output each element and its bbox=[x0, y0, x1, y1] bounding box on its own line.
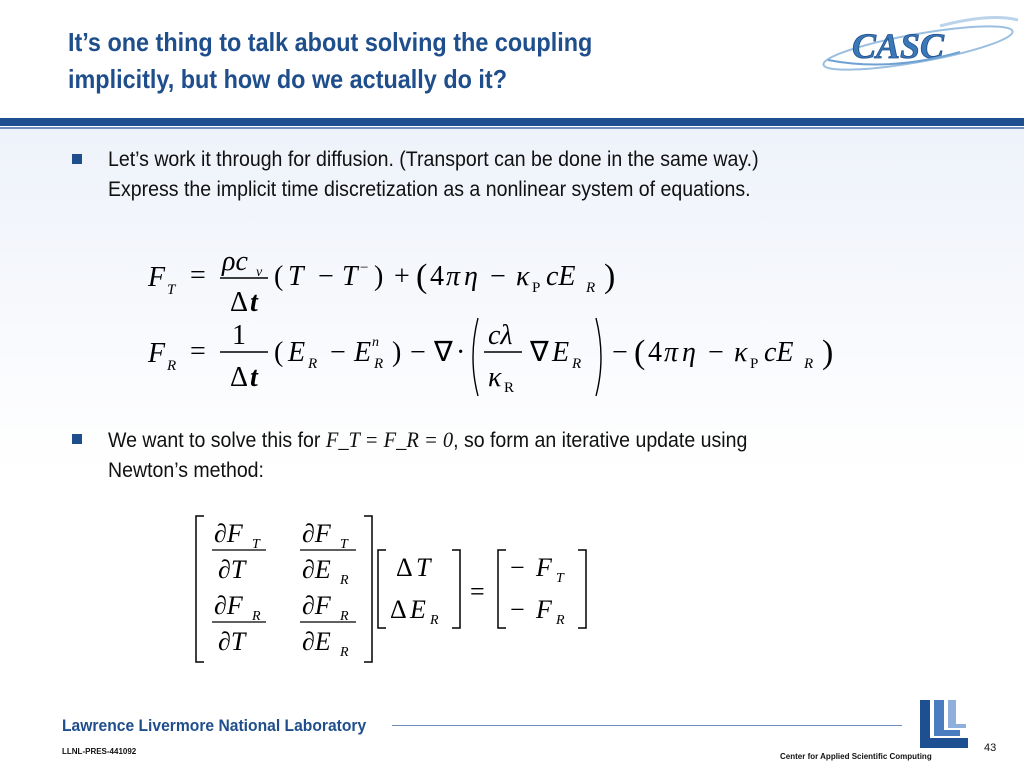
svg-text:Δ: Δ bbox=[396, 553, 413, 582]
svg-text:(: ( bbox=[634, 334, 646, 371]
svg-text:−: − bbox=[612, 337, 628, 368]
bullet-text-1 bbox=[108, 145, 759, 205]
svg-text:κ: κ bbox=[734, 337, 748, 368]
svg-text:T: T bbox=[167, 282, 176, 298]
svg-text:∂T: ∂T bbox=[218, 627, 246, 656]
footer-lab-name: Lawrence Livermore National Laboratory bbox=[62, 716, 367, 735]
svg-text:t: t bbox=[250, 362, 258, 393]
slide-title-line-1: It’s one thing to talk about solving the coupling bbox=[68, 27, 593, 57]
svg-text:(: ( bbox=[274, 337, 284, 368]
svg-text:Δ: Δ bbox=[230, 287, 249, 318]
svg-text:R: R bbox=[340, 573, 349, 588]
svg-text:∂E: ∂E bbox=[302, 627, 331, 656]
footer-center-name: Center for Applied Scientific Computing bbox=[780, 752, 932, 761]
bullet-marker-2 bbox=[72, 434, 82, 444]
svg-text:(: ( bbox=[274, 261, 284, 292]
svg-text:T: T bbox=[342, 261, 358, 292]
svg-text:): ) bbox=[822, 334, 834, 371]
svg-text:): ) bbox=[392, 337, 402, 368]
svg-text:R: R bbox=[572, 356, 582, 372]
svg-text:n: n bbox=[372, 335, 379, 350]
svg-text:): ) bbox=[374, 261, 384, 292]
equation-newton-system bbox=[190, 510, 610, 670]
svg-text:4: 4 bbox=[430, 261, 444, 292]
svg-text:∂F: ∂F bbox=[214, 591, 243, 620]
bullet-2-text-before: We want to solve this for bbox=[108, 429, 326, 452]
svg-text:R: R bbox=[556, 613, 565, 628]
footer-document-id: LLNL-PRES-441092 bbox=[62, 747, 137, 756]
svg-text:R: R bbox=[374, 356, 384, 372]
bullet-2-line-1 bbox=[108, 425, 747, 456]
svg-text:T: T bbox=[556, 571, 564, 586]
svg-text:∂E: ∂E bbox=[302, 555, 331, 584]
casc-logo bbox=[820, 8, 1020, 78]
svg-text:F: F bbox=[536, 553, 552, 582]
svg-text:v: v bbox=[256, 265, 263, 280]
footer-rule bbox=[392, 725, 902, 726]
svg-text:F: F bbox=[148, 262, 166, 293]
bullet-text-2 bbox=[108, 425, 747, 486]
bullet-2-math: F_T = F_R = 0 bbox=[325, 427, 454, 452]
svg-text:R: R bbox=[252, 609, 261, 624]
svg-text:T: T bbox=[416, 553, 431, 582]
svg-text:π: π bbox=[664, 337, 679, 368]
svg-text:F: F bbox=[536, 595, 552, 624]
svg-text:T: T bbox=[252, 537, 260, 552]
svg-text:=: = bbox=[190, 336, 206, 367]
svg-text:F: F bbox=[148, 338, 166, 369]
bullet-2-line-2: Newton’s method: bbox=[108, 459, 264, 482]
svg-text:4: 4 bbox=[648, 337, 662, 368]
svg-text:R: R bbox=[340, 609, 349, 624]
svg-text:T: T bbox=[340, 537, 348, 552]
svg-text:−: − bbox=[510, 553, 525, 582]
svg-text:E: E bbox=[354, 337, 372, 368]
llnl-logo bbox=[916, 698, 972, 754]
svg-text:−: − bbox=[510, 595, 525, 624]
svg-text:P: P bbox=[532, 280, 541, 296]
svg-text:P: P bbox=[750, 356, 759, 372]
svg-text:·: · bbox=[456, 337, 466, 368]
svg-text:1: 1 bbox=[232, 320, 246, 351]
svg-text:cE: cE bbox=[546, 261, 576, 292]
slide-header bbox=[0, 0, 1024, 118]
svg-text:cE: cE bbox=[764, 337, 794, 368]
svg-text:π: π bbox=[446, 261, 461, 292]
slide-title-line-2: implicitly, but how do we actually do it? bbox=[68, 64, 508, 94]
svg-text:−: − bbox=[410, 337, 426, 368]
slide-title bbox=[68, 24, 716, 98]
svg-text:η: η bbox=[464, 261, 478, 292]
bullet-marker-1 bbox=[72, 154, 82, 164]
svg-text:=: = bbox=[470, 577, 485, 606]
svg-text:∂F: ∂F bbox=[302, 519, 331, 548]
casc-logo-swoosh-tail bbox=[940, 18, 1018, 26]
header-rule bbox=[0, 118, 1024, 126]
svg-text:Δ: Δ bbox=[390, 595, 407, 624]
bullet-1-line-1: Let’s work it through for diffusion. (Transport can be done in the same way.) bbox=[108, 148, 759, 171]
svg-text:η: η bbox=[682, 337, 696, 368]
svg-text:ρc: ρc bbox=[222, 246, 248, 277]
svg-text:R: R bbox=[308, 356, 318, 372]
svg-text:): ) bbox=[604, 258, 616, 295]
svg-text:R: R bbox=[430, 613, 439, 628]
svg-text:∂F: ∂F bbox=[302, 591, 331, 620]
svg-text:cλ: cλ bbox=[488, 320, 513, 351]
svg-text:κ: κ bbox=[516, 261, 530, 292]
svg-text:t: t bbox=[250, 287, 258, 318]
svg-text:R: R bbox=[340, 645, 349, 660]
svg-text:−: − bbox=[330, 337, 346, 368]
svg-text:∂F: ∂F bbox=[214, 519, 243, 548]
svg-text:(: ( bbox=[416, 258, 428, 295]
svg-text:Δ: Δ bbox=[230, 362, 249, 393]
svg-text:R: R bbox=[586, 280, 596, 296]
bullet-2-text-after: , so form an iterative update using bbox=[453, 429, 748, 452]
svg-text:∇: ∇ bbox=[530, 337, 549, 368]
svg-text:κ: κ bbox=[488, 362, 502, 393]
svg-text:+: + bbox=[394, 261, 410, 292]
bullet-1-line-2: Express the implicit time discretization as a nonlinear system of equations. bbox=[108, 178, 751, 201]
svg-text:−: − bbox=[708, 337, 724, 368]
svg-text:−: − bbox=[490, 261, 506, 292]
svg-text:R: R bbox=[504, 380, 515, 396]
casc-logo-text: CASC bbox=[852, 26, 945, 66]
svg-text:E: E bbox=[288, 337, 306, 368]
page-number: 43 bbox=[984, 742, 997, 754]
svg-text:R: R bbox=[167, 358, 177, 374]
svg-text:R: R bbox=[804, 356, 814, 372]
svg-text:−: − bbox=[318, 261, 334, 292]
svg-text:E: E bbox=[410, 595, 426, 624]
svg-text:−: − bbox=[360, 260, 369, 276]
svg-text:=: = bbox=[190, 260, 206, 291]
svg-text:∂T: ∂T bbox=[218, 555, 246, 584]
svg-text:T: T bbox=[288, 261, 304, 292]
svg-text:E: E bbox=[552, 337, 570, 368]
svg-text:∇: ∇ bbox=[434, 337, 453, 368]
equation-residuals bbox=[140, 240, 860, 405]
